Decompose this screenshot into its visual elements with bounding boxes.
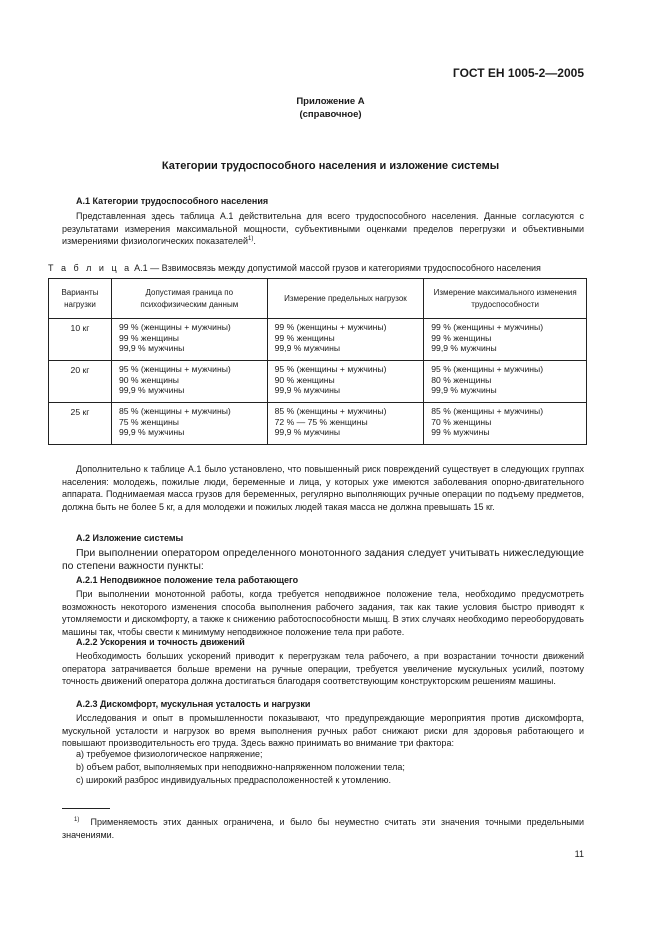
limit-cell: 85 % (женщины + мужчины) 72 % — 75 % женщины 99,9 % мужчины xyxy=(267,403,424,445)
psy-cell: 99 % (женщины + мужчины) 99 % женщины 99,9 % мужчины xyxy=(111,319,267,361)
table-row xyxy=(49,403,587,445)
max-cell: 95 % (женщины + мужчины) 80 % женщины 99,9 % мужчины xyxy=(424,361,587,403)
doc-code: ГОСТ ЕН 1005-2—2005 xyxy=(452,66,584,80)
section-a22-paragraph: Необходимость больших ускорений приводит к перегрузкам тела рабочего, а при возрастании точности движений оператора затрачивается больше времени на ручные операции, требуется увеличение мускульных усилий, поэтому точность движений оператора должна достигаться благодаря соответствующим конструкторским решениям машины. xyxy=(62,651,584,687)
section-a1-paragraph: Представленная здесь таблица А.1 действительна для всего трудоспособного населения. Данные согласуются с результатами измерения максимальной мощности, субъективными оценками пределов перегрузки и объективными измерениями физиологических показателей$^{1)}$. xyxy=(62,211,584,247)
section-a23-heading: А.2.3 Дискомфорт, мускульная усталость и нагрузки xyxy=(76,699,311,709)
after-table-paragraph: Дополнительно к таблице А.1 было установлено, что повышенный риск повреждений существует в следующих группах населения: молодежь, пожилые люди, беременные и лица, у которых уже имеются заболевания опорно-двигательного аппарата. Поднимаемая масса грузов для беременных, регулярно выполняющих ручные операции по подъему предметов, должна быть не более 5 кг, а для молодежи и пожилых людей такая масса не должна превышать 15 кг. xyxy=(62,464,584,512)
section-a22-heading: А.2.2 Ускорения и точность движений xyxy=(76,637,245,647)
psy-cell: 95 % (женщины + мужчины) 90 % женщины 99,9 % мужчины xyxy=(111,361,267,403)
list-item: с) широкий разброс индивидуальных предрасположенностей к утомлению. xyxy=(76,775,392,785)
table-row xyxy=(49,361,587,403)
table-header-row xyxy=(49,279,587,319)
load-cell: 10 кг xyxy=(49,319,112,361)
page-number: 11 xyxy=(574,849,584,859)
limit-cell: 95 % (женщины + мужчины) 90 % женщины 99,9 % мужчины xyxy=(267,361,424,403)
table-caption-prefix: Т а б л и ц а xyxy=(48,263,132,273)
max-cell: 85 % (женщины + мужчины) 70 % женщины 99 % мужчины xyxy=(424,403,587,445)
max-cell: 99 % (женщины + мужчины) 99 % женщины 99,9 % мужчины xyxy=(424,319,587,361)
section-a2-intro: При выполнении оператором определенного монотонного задания следует учитывать нижеследующие по степени важности пункты: xyxy=(62,547,584,572)
section-a21-paragraph: При выполнении монотонной работы, когда требуется неподвижное положение тела, необходимо предусмотреть возможность некоторого изменения способа выполнения рабочего задания, так как такие условия быстро приводят к утомляемости и дискомфорту, а также к снижению работоспособности мышц. В этих случаях необходимо переоборудовать машины так, чтобы свести к минимуму неподвижное положение тела при работе. xyxy=(62,589,584,637)
footnote-divider xyxy=(62,808,110,809)
header-psychophysical: Допустимая граница по психофизическим данным xyxy=(111,279,267,319)
psy-cell: 85 % (женщины + мужчины) 75 % женщины 99,9 % мужчины xyxy=(111,403,267,445)
table-caption xyxy=(48,263,541,273)
appendix-type: (справочное) xyxy=(299,109,362,120)
load-category-table xyxy=(48,278,587,445)
section-a1-heading: А.1 Категории трудоспособного населения xyxy=(76,196,269,206)
appendix-label: Приложение А xyxy=(296,96,365,107)
header-max-capacity: Измерение максимального изменения трудоспособности xyxy=(424,279,587,319)
limit-cell: 99 % (женщины + мужчины) 99 % женщины 99,9 % мужчины xyxy=(267,319,424,361)
header-limit-measure: Измерение предельных нагрузок xyxy=(267,279,424,319)
page-title: Категории трудоспособного населения и изложение системы xyxy=(161,160,500,172)
section-a1-text: Представленная здесь таблица А.1 действительна для всего трудоспособного населения. Данные согласуются с результатами измерения максимальной мощности, субъективными оценками пределов перегрузки и объективными измерениями физиологических показателей xyxy=(62,211,584,247)
load-cell: 25 кг xyxy=(49,403,112,445)
table-row xyxy=(49,319,587,361)
load-cell: 20 кг xyxy=(49,361,112,403)
footnote-text: Применяемость этих данных ограничена, и было бы неуместно считать эти значения точными предельными значениями. xyxy=(62,817,584,840)
list-item: а) требуемое физиологическое напряжение; xyxy=(76,749,263,759)
footnote xyxy=(62,816,584,841)
header-load-variant: Варианты нагрузки xyxy=(49,279,112,319)
table-caption-text: А.1 — Взвимосвязь между допустимой массой грузов и категориями трудоспособного населения xyxy=(134,263,541,273)
footnote-mark: 1) xyxy=(74,817,80,823)
section-a23-paragraph: Исследования и опыт в промышленности показывают, что предупреждающие мероприятия против дискомфорта, мускульной усталости и нагрузок во время выполнения ручных работ снижают риски для здоровья работающего и повышают производительность его труда. Здесь важно принимать во внимание три фактора: xyxy=(62,713,584,749)
footnote-ref: 1) xyxy=(248,236,254,243)
list-item: b) объем работ, выполняемых при неподвижно-напряженном положении тела; xyxy=(76,762,405,772)
section-a2-heading: А.2 Изложение системы xyxy=(76,533,184,543)
appendix-heading xyxy=(0,95,661,121)
section-a21-heading: А.2.1 Неподвижное положение тела работающего xyxy=(76,575,299,585)
